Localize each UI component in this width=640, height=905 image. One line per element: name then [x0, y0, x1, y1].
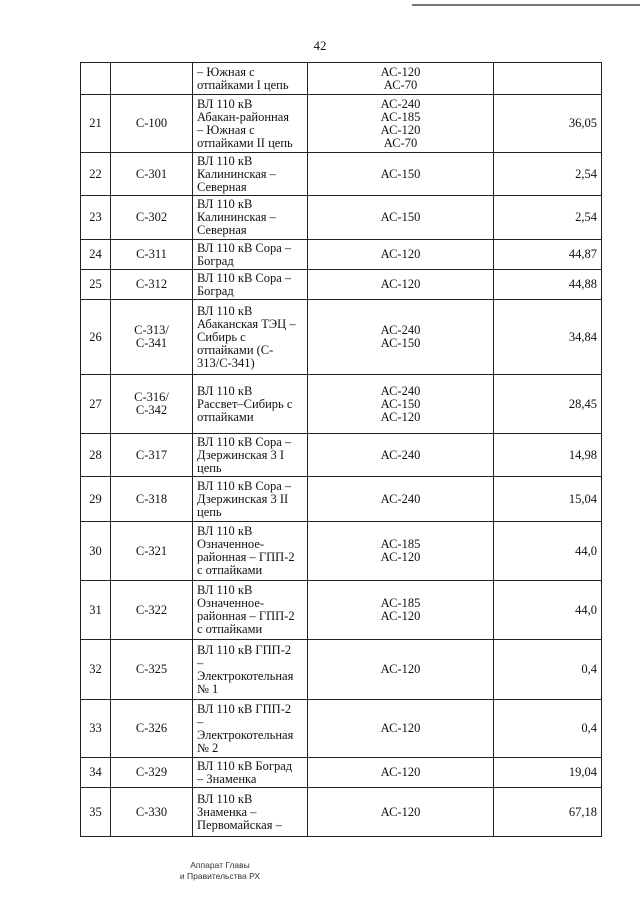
line-name-line: ВЛ 110 кВ Сора – — [197, 240, 292, 255]
line-name-line: ВЛ 110 кВ — [197, 583, 253, 597]
wire-brand — [308, 270, 494, 300]
stamp-line: и Правительства РХ — [179, 871, 261, 881]
wire-brand — [308, 63, 494, 95]
line-name-line: ВЛ 110 кВ — [197, 153, 253, 168]
line-name — [193, 522, 308, 581]
line-name — [193, 477, 308, 522]
table-row — [81, 270, 602, 300]
line-name — [193, 153, 308, 196]
table-row — [81, 758, 602, 788]
line-name-line: Боград — [197, 283, 234, 298]
line-name-line: ВЛ 110 кВ — [197, 96, 253, 111]
line-code-line: С-321 — [135, 543, 168, 558]
row-number: 26 — [81, 300, 111, 375]
line-length: 44,88 — [494, 270, 602, 300]
line-name-line: Абакан-районная — [197, 109, 289, 124]
line-length: 0,4 — [494, 700, 602, 758]
line-name — [193, 240, 308, 270]
wire-brand-line: АС-120 — [380, 721, 421, 735]
line-code-line: С-342 — [135, 403, 168, 417]
wire-brand-line: АС-120 — [380, 247, 421, 261]
line-code — [111, 700, 193, 758]
wire-brand — [308, 196, 494, 240]
line-name-line: Дзержинская 3 I — [197, 447, 284, 462]
line-code-line: С-311 — [136, 247, 167, 261]
wire-brand — [308, 95, 494, 153]
table-row — [81, 700, 602, 758]
line-name — [193, 640, 308, 700]
line-name-line: Означенное- — [197, 596, 265, 610]
line-name — [193, 581, 308, 640]
line-code — [111, 153, 193, 196]
line-name-line: Электрокотельная — [197, 668, 294, 683]
row-number: 33 — [81, 700, 111, 758]
line-code — [111, 63, 193, 95]
line-name — [193, 300, 308, 375]
row-number: 24 — [81, 240, 111, 270]
line-name — [193, 270, 308, 300]
table-row — [81, 434, 602, 477]
line-length: 44,0 — [494, 581, 602, 640]
table-row — [81, 196, 602, 240]
row-number: 23 — [81, 196, 111, 240]
wire-brand-line: АС-70 — [383, 135, 418, 150]
line-code-line: С-313/ — [134, 323, 169, 337]
wire-brand-line: АС-150 — [380, 396, 421, 411]
page-number: 42 — [313, 38, 327, 53]
row-number: 28 — [81, 434, 111, 477]
wire-brand-line: АС-120 — [380, 765, 421, 779]
line-code-line: С-326 — [135, 721, 168, 735]
line-code-line: С-316/ — [134, 390, 169, 404]
row-number: 32 — [81, 640, 111, 700]
line-code-line: С-301 — [135, 166, 168, 181]
line-name-line: ВЛ 110 кВ — [197, 383, 253, 398]
line-name-line: Знаменка – — [197, 804, 257, 819]
line-code-line: С-330 — [135, 804, 168, 819]
stamp — [150, 860, 290, 882]
wire-brand — [308, 758, 494, 788]
wire-brand-line: АС-120 — [380, 609, 421, 623]
wire-brand-line: АС-120 — [380, 122, 421, 137]
lines-table — [80, 62, 602, 837]
line-length: 36,05 — [494, 95, 602, 153]
wire-brand-line: АС-150 — [380, 336, 421, 350]
line-name-line: Электрокотельная — [197, 727, 294, 742]
wire-brand — [308, 240, 494, 270]
line-name-line: цепь — [197, 460, 222, 475]
line-length: 44,87 — [494, 240, 602, 270]
row-number: 34 — [81, 758, 111, 788]
line-name-line: отпайками — [197, 409, 254, 424]
line-name — [193, 788, 308, 837]
row-number: 29 — [81, 477, 111, 522]
line-name-line: Северная — [197, 223, 247, 237]
wire-brand-line: АС-240 — [380, 383, 421, 398]
lines-table-body — [81, 63, 602, 837]
wire-brand — [308, 522, 494, 581]
line-name-line: Калининская – — [197, 210, 276, 224]
line-name-line: отпайками I цепь — [197, 77, 289, 92]
table-row — [81, 240, 602, 270]
line-name — [193, 758, 308, 788]
line-length: 15,04 — [494, 477, 602, 522]
line-name-line: отпайками (С- — [197, 342, 274, 357]
line-name-line: Абаканская ТЭЦ – — [197, 316, 296, 331]
line-name-line: районная – ГПП-2 — [197, 609, 295, 623]
row-number: 31 — [81, 581, 111, 640]
table-row — [81, 63, 602, 95]
line-code-line: С-329 — [135, 765, 168, 779]
line-name-line: цепь — [197, 504, 222, 519]
line-name-line: Дзержинская 3 II — [197, 491, 289, 506]
line-name-line: – Южная с — [197, 64, 255, 79]
line-name — [193, 700, 308, 758]
line-name-line: ВЛ 110 кВ ГПП-2 — [197, 701, 292, 716]
line-name-line: Боград — [197, 253, 234, 268]
wire-brand — [308, 434, 494, 477]
line-name-line: – — [197, 655, 204, 670]
line-code — [111, 522, 193, 581]
line-length: 0,4 — [494, 640, 602, 700]
line-code — [111, 95, 193, 153]
line-name-line: Рассвет–Сибирь с — [197, 396, 293, 411]
line-name-line: с отпайками — [197, 563, 263, 577]
line-name — [193, 196, 308, 240]
row-number: 21 — [81, 95, 111, 153]
wire-brand-line: АС-120 — [380, 550, 421, 564]
line-code — [111, 270, 193, 300]
line-name-line: Северная — [197, 179, 247, 194]
table-row — [81, 640, 602, 700]
line-name-line: – Южная с — [197, 122, 255, 137]
stamp-line: Аппарат Главы — [190, 860, 250, 870]
line-code — [111, 477, 193, 522]
line-length: 44,0 — [494, 522, 602, 581]
line-code — [111, 758, 193, 788]
wire-brand-line: АС-150 — [380, 210, 421, 224]
wire-brand — [308, 375, 494, 434]
line-length: 67,18 — [494, 788, 602, 837]
line-length: 2,54 — [494, 196, 602, 240]
line-code — [111, 640, 193, 700]
line-code — [111, 434, 193, 477]
line-code — [111, 375, 193, 434]
wire-brand-line: АС-150 — [380, 166, 421, 181]
line-name-line: – Знаменка — [197, 771, 257, 786]
wire-brand-line: АС-185 — [380, 109, 421, 124]
wire-brand-line: АС-70 — [383, 77, 418, 92]
line-name-line: ВЛ 110 кВ Сора – — [197, 270, 292, 285]
wire-brand — [308, 788, 494, 837]
wire-brand-line: АС-120 — [380, 64, 421, 79]
wire-brand — [308, 300, 494, 375]
table-row — [81, 522, 602, 581]
line-code-line: С-312 — [135, 277, 168, 291]
wire-brand — [308, 640, 494, 700]
line-name — [193, 375, 308, 434]
top-rule — [412, 4, 640, 6]
table-row — [81, 788, 602, 837]
wire-brand-line: АС-185 — [380, 596, 421, 610]
line-name — [193, 95, 308, 153]
line-name-line: ВЛ 110 кВ Сора – — [197, 434, 292, 449]
row-number — [81, 63, 111, 95]
wire-brand-line: АС-120 — [380, 277, 421, 291]
line-name-line: ВЛ 110 кВ Сора – — [197, 478, 292, 493]
line-name-line: ВЛ 110 кВ — [197, 303, 253, 318]
row-number: 27 — [81, 375, 111, 434]
line-name-line: ВЛ 110 кВ — [197, 524, 253, 538]
line-length: 14,98 — [494, 434, 602, 477]
wire-brand-line: АС-120 — [380, 662, 421, 676]
wire-brand-line: АС-120 — [380, 409, 421, 424]
line-code-line: С-322 — [135, 602, 168, 617]
line-code-line: С-341 — [135, 336, 168, 350]
line-name — [193, 434, 308, 477]
wire-brand — [308, 477, 494, 522]
line-code — [111, 788, 193, 837]
line-length: 2,54 — [494, 153, 602, 196]
line-name-line: с отпайками — [197, 622, 263, 636]
line-name-line: Первомайская – — [197, 817, 282, 832]
row-number: 22 — [81, 153, 111, 196]
table-row — [81, 153, 602, 196]
line-length: 28,45 — [494, 375, 602, 434]
wire-brand-line: АС-240 — [380, 447, 421, 462]
line-code-line: С-318 — [135, 491, 168, 506]
wire-brand-line: АС-240 — [380, 491, 421, 506]
line-name-line: ВЛ 110 кВ Боград — [197, 758, 293, 773]
wire-brand — [308, 153, 494, 196]
line-name-line: 313/С-341) — [197, 355, 255, 370]
line-code — [111, 581, 193, 640]
line-code-line: С-325 — [135, 662, 168, 676]
line-name-line: – — [197, 714, 204, 729]
row-number: 35 — [81, 788, 111, 837]
line-name-line: ВЛ 110 кВ — [197, 791, 253, 806]
line-length: 19,04 — [494, 758, 602, 788]
line-code-line: С-100 — [135, 116, 168, 130]
line-name-line: № 2 — [197, 740, 219, 755]
line-code — [111, 300, 193, 375]
table-row — [81, 477, 602, 522]
wire-brand-line: АС-185 — [380, 537, 421, 551]
line-name-line: районная – ГПП-2 — [197, 550, 295, 564]
row-number: 25 — [81, 270, 111, 300]
table-row — [81, 95, 602, 153]
line-code — [111, 240, 193, 270]
wire-brand-line: АС-120 — [380, 804, 421, 819]
line-name-line: Калининская – — [197, 166, 276, 181]
line-name-line: ВЛ 110 кВ ГПП-2 — [197, 642, 292, 657]
line-name-line: Означенное- — [197, 537, 265, 551]
line-name-line: отпайками II цепь — [197, 135, 293, 150]
line-length: 34,84 — [494, 300, 602, 375]
line-name-line: ВЛ 110 кВ — [197, 197, 253, 211]
table-row — [81, 300, 602, 375]
wire-brand — [308, 581, 494, 640]
row-number: 30 — [81, 522, 111, 581]
wire-brand-line: АС-240 — [380, 96, 421, 111]
wire-brand-line: АС-240 — [380, 323, 421, 337]
line-length — [494, 63, 602, 95]
wire-brand — [308, 700, 494, 758]
table-row — [81, 581, 602, 640]
line-name-line: № 1 — [197, 681, 219, 696]
table-row — [81, 375, 602, 434]
line-name — [193, 63, 308, 95]
line-code — [111, 196, 193, 240]
line-code-line: С-302 — [135, 210, 168, 224]
line-name-line: Сибирь с — [197, 329, 246, 344]
line-code-line: С-317 — [135, 447, 168, 462]
